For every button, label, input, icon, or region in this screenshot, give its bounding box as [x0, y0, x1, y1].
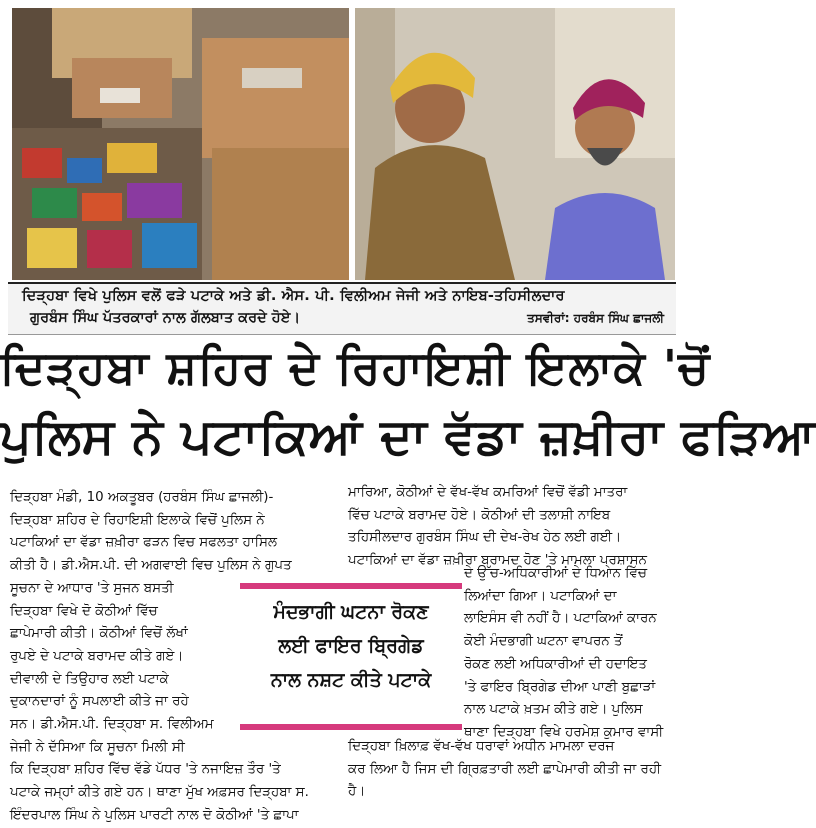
article-line: ਕੀਤੀ ਹੈ। ਡੀ.ਐਸ.ਪੀ. ਦੀ ਅਗਵਾਈ ਵਿਚ ਪੁਲਿਸ ਨੇ ਗੁਪਤ	[10, 558, 292, 574]
article-line: ਵਿੱਚ ਪਟਾਕੇ ਬਰਾਮਦ ਹੋਏ। ਕੋਠੀਆਂ ਦੀ ਤਲਾਸ਼ੀ ਨਾਇਬ	[348, 507, 611, 523]
pull-quote-line-1: ਮੰਦਭਾਗੀ ਘਟਨਾ ਰੋਕਣ	[273, 601, 429, 623]
article-line: ਦਿੜ੍ਹਬਾ ਮੰਡੀ, 10 ਅਕਤੂਬਰ (ਹਰਬੰਸ ਸਿੰਘ ਛਾਜਲੀ)-	[10, 490, 274, 505]
photo-credit: ਤਸਵੀਰਾਂ: ਹਰਬੰਸ ਸਿੰਘ ਛਾਜਲੀ	[527, 311, 664, 325]
article-line: ਥਾਣਾ ਦਿੜ੍ਹਬਾ ਵਿਖੇ ਹਰਮੇਸ਼ ਕੁਮਾਰ ਵਾਸੀ	[464, 724, 664, 740]
article-line: ਕਰ ਲਿਆ ਹੈ ਜਿਸ ਦੀ ਗ੍ਰਿਫ਼ਤਾਰੀ ਲਈ ਛਾਪੇਮਾਰੀ ਕੀਤੀ ਜਾ ਰਹੀ	[348, 761, 662, 777]
article-line: ਇੰਦਰਪਾਲ ਸਿੰਘ ਨੇ ਪੁਲਿਸ ਪਾਰਟੀ ਨਾਲ ਦੋ ਕੋਠੀਆਂ 'ਤੇ ਛਾਪਾ	[10, 807, 299, 823]
article-line: ਰੋਕਣ ਲਈ ਅਧਿਕਾਰੀਆਂ ਦੀ ਹਦਾਇਤ	[464, 656, 647, 672]
headline-line-1: ਦਿੜ੍ਹਬਾ ਸ਼ਹਿਰ ਦੇ ਰਿਹਾਇਸ਼ੀ ਇਲਾਕੇ 'ਚੋਂ	[0, 340, 711, 394]
article-line: ਦਿੜ੍ਹਬਾ ਖ਼ਿਲਾਫ਼ ਵੱਖ-ਵੱਖ ਧਰਾਵਾਂ ਅਧੀਨ ਮਾਮਲਾ ਦਰਜ	[348, 739, 615, 754]
officials-photo	[355, 8, 675, 280]
article-line: 'ਤੇ ਫਾਇਰ ਬ੍ਰਿਗੇਡ ਦੀਆ ਪਾਣੀ ਬੁਛਾੜਾਂ	[464, 679, 656, 695]
article-line: ਦੁਕਾਨਦਾਰਾਂ ਨੂੰ ਸਪਲਾਈ ਕੀਤੇ ਜਾ ਰਹੇ	[10, 694, 189, 710]
pull-quote	[240, 583, 462, 730]
headline-line-2: ਪੁਲਿਸ ਨੇ ਪਟਾਕਿਆਂ ਦਾ ਵੱਡਾ ਜ਼ਖ਼ੀਰਾ ਫੜਿਆ	[0, 408, 816, 465]
article-body-right-bottom	[348, 736, 678, 804]
caption-line-1: ਦਿੜ੍ਹਬਾ ਵਿਖੇ ਪੁਲਿਸ ਵਲੋਂ ਫੜੇ ਪਟਾਕੇ ਅਤੇ ਡੀ. ਐਸ. ਪੀ. ਵਿਲੀਅਮ ਜੇਜੀ ਅਤੇ ਨਾਇਬ-ਤਹਿਸੀਲਦਾਰ	[22, 288, 565, 304]
article-line: ਰੁਪਏ ਦੇ ਪਟਾਕੇ ਬਰਾਮਦ ਕੀਤੇ ਗਏ।	[10, 648, 184, 664]
article-line: ਹੈ।	[348, 784, 366, 800]
article-line: ਕਿ ਦਿੜ੍ਹਬਾ ਸ਼ਹਿਰ ਵਿੱਚ ਵੱਡੇ ਪੱਧਰ 'ਤੇ ਨਜਾਇਜ਼ ਤੌਰ 'ਤੇ	[10, 762, 281, 778]
article-line: ਦਿੜ੍ਹਬਾ ਸ਼ਹਿਰ ਦੇ ਰਿਹਾਇਸ਼ੀ ਇਲਾਕੇ ਵਿਚੋਂ ਪੁਲਿਸ ਨੇ	[10, 512, 265, 528]
article-line: ਲਿਆਂਦਾ ਗਿਆ। ਪਟਾਕਿਆਂ ਦਾ	[464, 588, 617, 604]
article-line: ਨਾਲ ਪਟਾਕੇ ਖ਼ਤਮ ਕੀਤੇ ਗਏ। ਪੁਲਿਸ	[464, 702, 643, 718]
caption-line-2: ਗੁਰਬੰਸ ਸਿੰਘ ਪੱਤਰਕਾਰਾਂ ਨਾਲ ਗੱਲਬਾਤ ਕਰਦੇ ਹੋਏ।	[30, 310, 301, 326]
article-line: ਦੇ ਉੱਚ-ਅਧਿਕਾਰੀਆਂ ਦੇ ਧਿਆਨ ਵਿੱਚ	[464, 566, 647, 581]
article-line: ਪਟਾਕਿਆਂ ਦਾ ਵੱਡਾ ਜ਼ਖ਼ੀਰਾ ਫੜਨ ਵਿਚ ਸਫਲਤਾ ਹਾਸਿਲ	[10, 535, 277, 551]
article-line: ਪਟਾਕੇ ਜਮ੍ਹਾਂ ਕੀਤੇ ਗਏ ਹਨ। ਥਾਣਾ ਮੁੱਖ ਅਫ਼ਸਰ ਦਿੜ੍ਹਬਾ ਸ.	[10, 785, 309, 801]
article-line: ਤਹਿਸੀਲਦਾਰ ਗੁਰਬੰਸ ਸਿੰਘ ਦੀ ਦੇਖ-ਰੇਖ ਹੇਠ ਲਈ ਗਈ।	[348, 530, 622, 546]
article-line: ਲਾਇਸੰਸ ਵੀ ਨਹੀਂ ਹੈ। ਪਟਾਕਿਆਂ ਕਾਰਨ	[464, 611, 657, 627]
article-line: ਦਿੜ੍ਹਬਾ ਵਿਖੇ ਦੋ ਕੋਠੀਆਂ ਵਿੱਚ	[10, 603, 158, 619]
article-line: ਕੋਈ ਮੰਦਭਾਗੀ ਘਟਨਾ ਵਾਪਰਨ ਤੋਂ	[464, 634, 623, 650]
article-line: ਮਾਰਿਆ, ਕੋਠੀਆਂ ਦੇ ਵੱਖ-ਵੱਖ ਕਮਰਿਆਂ ਵਿਚੋਂ ਵੱਡੀ ਮਾਤਰਾ	[348, 485, 628, 500]
fireworks-boxes-photo	[12, 8, 349, 280]
article-body-right-narrow	[464, 563, 678, 745]
pull-quote-line-2: ਲਈ ਫਾਇਰ ਬ੍ਰਿਗੇਡ	[278, 635, 424, 657]
article-line: ਪਟਾਕਿਆਂ ਦਾ ਵੱਡਾ ਜ਼ਖ਼ੀਰਾ ਬਰਾਮਦ ਹੋਣ 'ਤੇ ਮਾਮਲਾ ਪ੍ਰਸ਼ਾਸਨ	[348, 553, 647, 569]
article-line: ਦੀਵਾਲੀ ਦੇ ਤਿਉਹਾਰ ਲਈ ਪਟਾਕੇ	[10, 671, 169, 687]
article-line: ਛਾਪੇਮਾਰੀ ਕੀਤੀ। ਕੋਠੀਆਂ ਵਿਚੋਂ ਲੱਖਾਂ	[10, 626, 188, 642]
article-line: ਜੇਜੀ ਨੇ ਦੱਸਿਆ ਕਿ ਸੂਚਨਾ ਮਿਲੀ ਸੀ	[10, 739, 185, 755]
pull-quote-line-3: ਨਾਲ ਨਸ਼ਟ ਕੀਤੇ ਪਟਾਕੇ	[270, 669, 432, 691]
article-body-right-top	[348, 482, 678, 573]
photo-caption	[8, 282, 676, 335]
article-line: ਸਨ। ਡੀ.ਐਸ.ਪੀ. ਦਿੜ੍ਹਬਾ ਸ. ਵਿਲੀਅਮ	[10, 717, 214, 733]
article-line: ਸੂਚਨਾ ਦੇ ਆਧਾਰ 'ਤੇ ਸੁਜਨ ਬਸਤੀ	[10, 580, 174, 596]
